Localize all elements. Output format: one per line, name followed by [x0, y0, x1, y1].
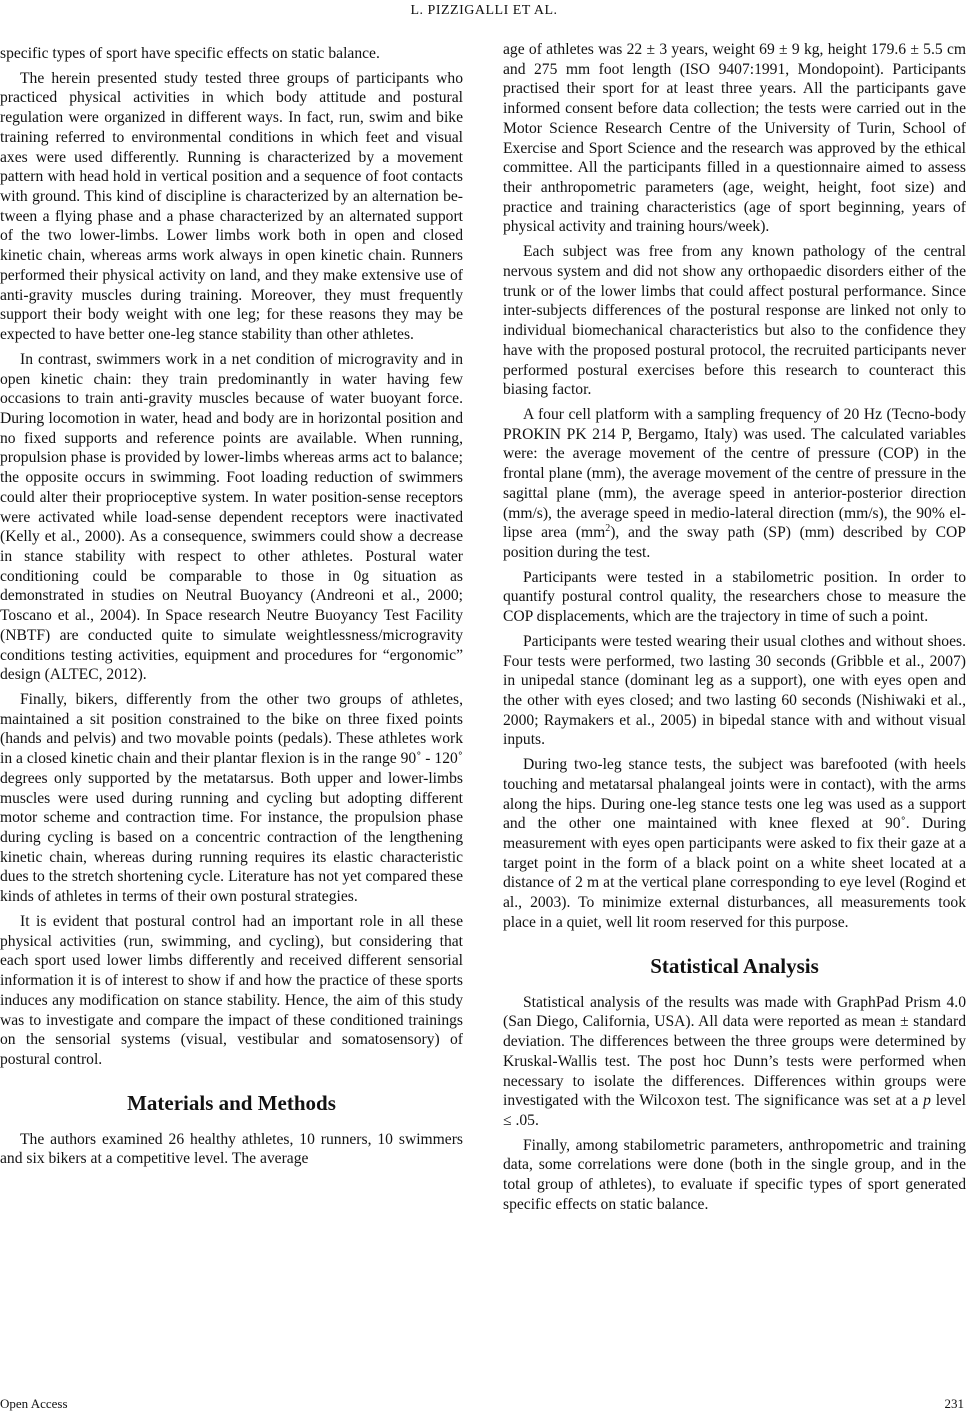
body-paragraph: Each subject was free from any known pathology of the central nervous system and did not show any orthopaedic disorders either of the trunk or of the lower limbs that could affect postural performance. Since inter-subjects differences of the postural response are linked not only to individual biomechanical characteristics but also to the confidence they have with the proposed postural protocol, the recruited participants never performed postural exercises before this research to counteract this biasing factor. [503, 243, 966, 399]
italic-p: p [923, 1092, 931, 1110]
text-run: ), and the sway path (SP) (mm) described by COP position during the test. [503, 524, 966, 561]
body-paragraph: specific types of sport have specific effects on static balance. [0, 45, 380, 62]
body-paragraph: The herein presented study tested three groups of participants who practiced physical activities in which body attitude and postural regulation were organized in different ways. In fact, run, swim and bike training referred to environmental conditions in which feet and visual axes were used differently. Running is characterized by a movement pattern with head hold in vertical position and a sequence of foot contacts with ground. This kind of discipline is characterized by an alternation between a flying phase and a phase characterized by an alternated support of the two lower-limbs. Lower limbs work both in open and closed kinetic chain, whereas arms work always in open kinetic chain. Runners performed their physical activity on land, and they make extensive use of anti-gravity muscles during training. Moreover, they must frequently support their body weight with one leg; for these reasons they may be expected to have better one-leg stance stability than other athletes. [0, 69, 463, 344]
text-run: level ≤ .05. [503, 1092, 966, 1129]
body-paragraph: It is evident that postural control had an important role in all these physical activities (run, swimming, and cycling), but considering that each sport used lower limbs differently and received different sensorial information it is of interest to show if and how the practice of these sports induces any modification on stance stability. Hence, the aim of this study was to investigate and compare the impact of these conditioned trainings on the sensorial systems (visual, vestibular and somatosensory) of postural control. [0, 912, 463, 1068]
superscript: 2 [605, 523, 611, 535]
right-column [503, 40, 966, 1220]
running-header [0, 0, 968, 30]
footer-journal: Open Access [0, 1396, 68, 1411]
page-number: 231 [944, 1396, 964, 1411]
body-paragraph: The authors examined 26 healthy athletes, 10 runners, 10 swimmers and six bikers at a competitive level. The average [0, 1130, 463, 1168]
left-column [0, 44, 463, 1174]
body-paragraph: Finally, bikers, differently from the other two groups of athletes, maintained a sit position constrained to the bike on three fixed points (hands and pelvis) and two movable points (pedals). These athletes work in a closed kinetic chain and their plantar flexion is in the range 90˚ - 120˚ degrees only supported by the metatarsus. Both upper and lower-limbs muscles were used during running and cycling but adopting different motor scheme and contraction time. For instance, the propulsion phase during cycling is based on a concentric contraction of the lengthening kinetic chain, whereas during running requires its elastic characteristic dues to the stretch shortening cycle. Literature has not yet compared these kinds of athletes in terms of their own postural strategies. [0, 691, 463, 906]
section-heading-statistics: Statistical Analysis [650, 953, 819, 978]
text-run: A four cell platform with a sampling frequency of 20 Hz (Tecno-body PROKIN PK 214 P, Bergamo, Italy) was used. The calculated variables were: the average movement of the centre of pressure (COP) in the frontal plane (mm), the average movement of the centre of pressure in the sagittal plane (mm), the average speed in anterior-posterior direction (mm/s), the average speed in medio-lateral direction (mm/s), the 90% ellipse area (mm [503, 405, 966, 542]
body-paragraph-statistics [503, 993, 966, 1131]
running-head-text: L. PIZZIGALLI ET AL. [410, 3, 558, 18]
body-paragraph: age of athletes was 22 ± 3 years, weight 69 ± 9 kg, height 179.6 ± 5.5 cm and 275 mm foot length (ISO 9407:1991, Mondopoint). Participants practised their sport for at least three years. All the participants gave informed consent before data collection; the tests were carried out in the Motor Science Research Centre of the University of Turin, School of Exercise and Sport Science and the research was approved by the ethical committee. All the participants filled in a questionnaire aimed to assess their anthropometric parameters (age, weight, height, foot size) and practice and training characteristics (age of sport beginning, years of physical activity and training hours/week). [503, 41, 966, 236]
body-paragraph: Participants were tested in a stabilometric position. In order to quantify postural control quality, the researchers chose to measure the COP displacements, which are the trajectory in time of such a point. [503, 568, 966, 626]
body-paragraph: Finally, among stabilometric parameters, anthropometric and training data, some correlations were done (both in the single group, and in the total group of athletes), to evaluate if specific types of sport generated specific effects on static balance. [503, 1136, 966, 1213]
body-paragraph-platform [503, 405, 966, 563]
page-footer [0, 1394, 968, 1414]
body-paragraph: In contrast, swimmers work in a net condition of microgravity and in open kinetic chain: they train predominantly in water having few occasions to train anti-gravity muscles because of water buoyant force. During locomotion in water, head and body are in horizontal position and no fixed supports and reference points are available. When running, propulsion phase is provided by lower-limbs whereas arms act to balance; the opposite occurs in swimming. Foot loading reduction of swimmers could alter their proprioceptive system. In water position-sense receptors were activated while load-sense dependent receptors were inactivated (Kelly et al., 2000). As a consequence, swimmers could show a decrease in stance stability with respect to other athletes. Postural water conditioning could be comparable to those in 0g situation as demonstrated in studies on Neutral Buoyancy (Andreoni et al., 2000; Toscano et al., 2004). In Space research Neutre Buoyancy Test Facility (NBTF) are conducted quite to simulate weightlessness/microgravity conditions testing activities, equipment and procedures for “ergonomic” design (ALTEC, 2012). [0, 350, 463, 684]
body-paragraph: During two-leg stance tests, the subject was barefooted (with heels touching and metatarsal phalangeal joints were in contact), with the arms along the hips. During one-leg stance tests one leg was used as a support and the other one maintained with knee flexed at 90˚. During measurement with eyes open participants were asked to fix their gaze at a target point in the form of a black point on a white sheet located at a distance of 2 m at the vertical plane corresponding to eye level (Rogind et al., 2003). To minimize external disturbances, all measurements took place in a quiet, well lit room reserved for this purpose. [503, 756, 966, 931]
text-run: Statistical analysis of the results was made with GraphPad Prism 4.0 (San Diego, California, USA). All data were reported as mean ± standard deviation. The differences between the three groups were determined by Kruskal-Wallis test. The post hoc Dunn’s tests were performed when necessary to isolate the differences. Differences within groups were investigated with the Wilcoxon test. The significance was set at a [503, 993, 966, 1110]
section-heading-methods: Materials and Methods [127, 1090, 336, 1115]
body-paragraph: Participants were tested wearing their usual clothes and without shoes. Four tests were performed, two lasting 30 seconds (Gribble et al., 2007) in unipedal stance (dominant leg as a support), one with eyes open and the other with eyes closed; and two lasting 60 seconds (Nishiwaki et al., 2000; Raymakers et al., 2005) in bipedal stance with and without visual inputs. [503, 632, 966, 749]
